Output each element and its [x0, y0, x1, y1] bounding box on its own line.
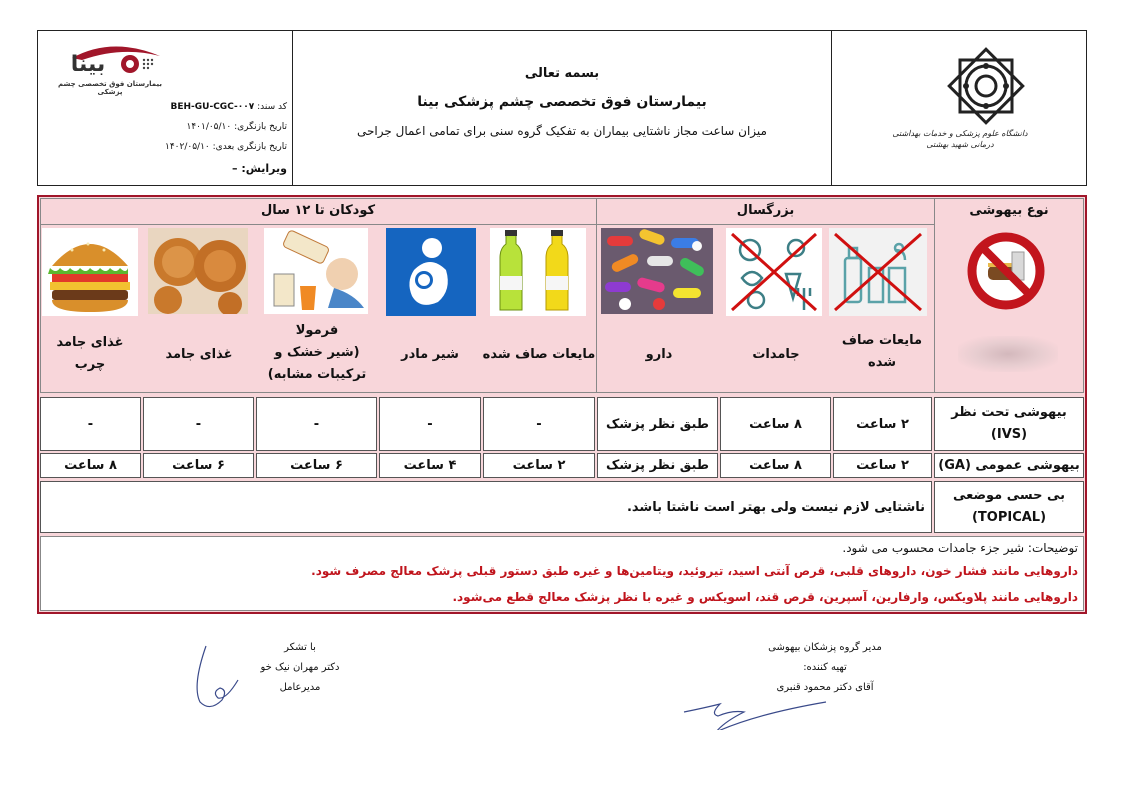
ivs-fatty-food: -	[40, 397, 141, 451]
col-label-line: فرمولا	[295, 323, 339, 338]
notes-line-3: داروهایی مانند پلاویکس، وارفارین، آسپرین، قرص قند، اسویکس و غیره با نظر پزشک معالج قطع می‌شود.	[452, 590, 1078, 604]
no-food-icon	[956, 230, 1056, 312]
breast-milk-image	[386, 228, 476, 316]
fatty-food-image	[42, 228, 138, 316]
notes-line-1: توضیحات: شیر جزء جامدات محسوب می شود.	[842, 541, 1078, 555]
row-label-topical	[934, 481, 1084, 533]
handwritten-signature-icon	[680, 690, 830, 730]
signature-ceo	[230, 638, 370, 698]
university-emblem	[946, 46, 1026, 126]
ivs-breast-milk: -	[379, 397, 481, 451]
row-label-line: بی حسی موضعی	[952, 488, 1066, 503]
breastfeeding-icon	[386, 228, 476, 316]
col-label-clear-liquids-adult	[834, 330, 930, 374]
burger-icon	[42, 228, 138, 316]
anesthesia-type-header: نوع بیهوشی	[969, 203, 1049, 218]
col-label-breast-milk: شیر مادر	[401, 347, 459, 362]
hospital-name: بیمارستان فوق تخصصی چشم پزشکی بینا	[417, 94, 707, 110]
col-label-line: (شیر خشک و	[274, 345, 360, 360]
formula-image	[264, 228, 368, 314]
document-subtitle: میزان ساعت مجاز ناشتایی بیماران به تفکیک گروه سنی برای تمامی اعمال جراحی	[357, 124, 767, 138]
review-date-label: تاریخ بازنگری:	[234, 122, 287, 132]
signature-scribble-left	[190, 642, 250, 714]
no-solids-image	[726, 228, 822, 316]
ga-medicine: طبق نظر پزشک	[597, 453, 718, 478]
signature-anesthesia-head	[740, 638, 910, 698]
no-drinks-icon	[829, 228, 927, 316]
logo-text: بینا	[70, 52, 106, 77]
group-divider-type	[934, 198, 935, 393]
no-eating-sign-icon	[956, 230, 1056, 312]
bread-icon	[148, 228, 248, 314]
edition-label: ویرایش:	[241, 162, 287, 175]
solid-food-image	[148, 228, 248, 314]
next-review-line	[150, 142, 287, 152]
clear-liquids-image	[490, 228, 586, 316]
no-solid-food-icon	[726, 228, 822, 316]
col-label-line: مایعات صاف	[841, 333, 923, 348]
ivs-clear-liquids: ۲ ساعت	[833, 397, 932, 451]
notes-line-2: داروهایی مانند فشار خون، داروهای قلبی، قرص آنتی اسید، تیروئید، ویتامین‌ها و غیره طبق دستور قبلی پزشک معالج مصرف شود.	[311, 564, 1078, 578]
col-label-line: غذای جامد	[56, 335, 124, 350]
basmala: بسمه تعالی	[524, 66, 600, 81]
signature-line: دکتر مهران نیک خو	[260, 662, 340, 673]
ivs-formula: -	[256, 397, 377, 451]
no-liquids-image	[829, 228, 927, 316]
signature-scribble-right	[680, 690, 830, 730]
col-label-clear-liquids-child: مایعات صاف شده	[482, 347, 596, 362]
col-label-medicine: دارو	[645, 347, 673, 362]
ga-child-clear-liquids: ۲ ساعت	[483, 453, 595, 478]
col-label-line: ترکیبات مشابه)	[267, 367, 367, 382]
baby-bottle-icon	[264, 228, 368, 314]
logo-subtitle: بیمارستان فوق تخصصی چشم پزشکی	[58, 80, 162, 96]
ga-clear-liquids: ۲ ساعت	[833, 453, 932, 478]
signature-line: مدیرعامل	[279, 682, 321, 693]
next-review: ۱۴۰۲/۰۵/۱۰	[165, 142, 210, 152]
juice-bottles-icon	[490, 228, 586, 316]
signature-line: تهیه کننده:	[803, 662, 847, 673]
ga-solid-food: ۶ ساعت	[143, 453, 254, 478]
child-group-header: کودکان تا ۱۲ سال	[260, 203, 376, 218]
review-date: ۱۴۰۱/۰۵/۱۰	[186, 122, 232, 132]
topical-note-text: ناشتایی لازم نیست ولی بهتر است ناشتا باشد.	[626, 499, 925, 515]
group-header-line	[40, 224, 934, 225]
col-label-solid-food: غذای جامد	[165, 347, 233, 362]
signature-line: آقای دکتر محمود قنبری	[776, 682, 874, 693]
row-label-line: بیهوشی تحت نظر	[951, 405, 1067, 420]
col-label-formula	[256, 320, 378, 386]
ga-formula: ۶ ساعت	[256, 453, 377, 478]
topical-note	[40, 481, 932, 533]
row-label-ivs	[934, 397, 1084, 451]
group-divider-adult	[596, 198, 597, 393]
ivs-solids: ۸ ساعت	[720, 397, 831, 451]
university-name-calligraphy: دانشگاه علوم پزشکی و خدمات بهداشتی درمانی شهید بهشتی	[892, 129, 1028, 149]
university-emblem-icon	[946, 46, 1026, 126]
blurred-region	[958, 336, 1058, 372]
col-label-solids: جامدات	[752, 347, 800, 362]
ga-solids: ۸ ساعت	[720, 453, 831, 478]
medicine-image	[601, 228, 713, 314]
signature-line: با تشکر	[284, 642, 316, 653]
col-label-line: چرب	[74, 357, 106, 372]
pills-icon	[601, 228, 713, 314]
doc-code: BEH-GU-CGC-۰۰۷	[170, 102, 255, 112]
adult-group-header: بزرگسال	[736, 203, 795, 218]
col-label-line: شده	[868, 355, 896, 370]
ivs-medicine: طبق نظر پزشک	[597, 397, 718, 451]
header-divider-right	[831, 30, 832, 186]
ivs-solid-food: -	[143, 397, 254, 451]
signature-line: مدیر گروه پزشکان بیهوشی	[768, 642, 882, 653]
edition: –	[231, 162, 238, 175]
col-label-fatty-food	[40, 332, 140, 376]
row-label-line: (TOPICAL)	[971, 510, 1047, 525]
review-date-line	[150, 122, 287, 132]
handwritten-signature-icon	[190, 642, 250, 714]
ivs-child-clear-liquids: -	[483, 397, 595, 451]
next-review-label: تاریخ بازنگری بعدی:	[212, 142, 287, 152]
edition-line	[150, 162, 287, 175]
row-label-ga: بیهوشی عمومی (GA)	[934, 453, 1084, 478]
row-label-line: (IVS)	[990, 427, 1028, 442]
doc-code-label: کد سند:	[257, 102, 287, 112]
ga-fatty-food: ۸ ساعت	[40, 453, 141, 478]
ga-breast-milk: ۴ ساعت	[379, 453, 481, 478]
doc-code-line	[150, 102, 287, 112]
